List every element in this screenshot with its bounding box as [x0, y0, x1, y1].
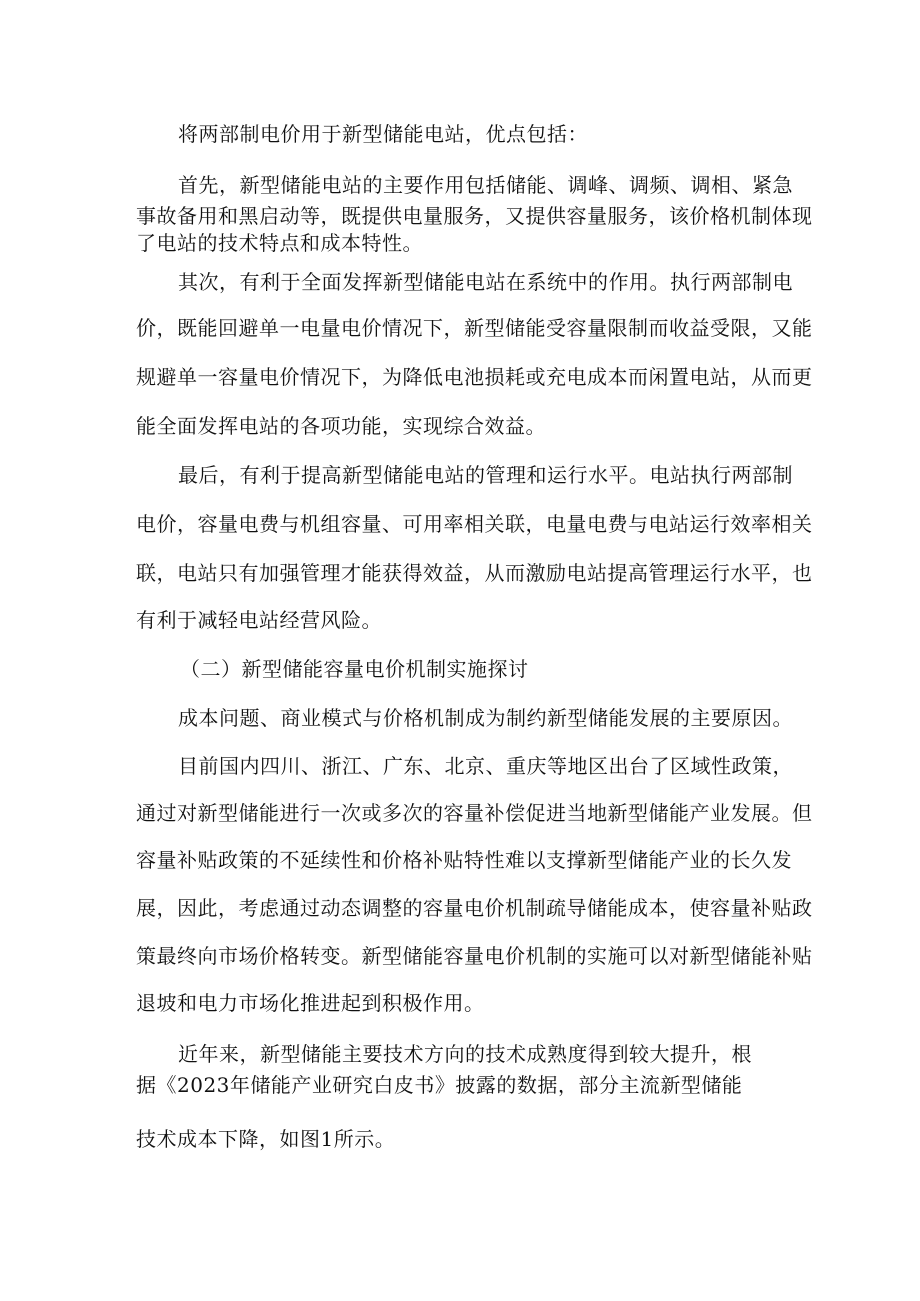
para-fifth-line-6: 退坡和电力市场化推进起到积极作用。 [136, 991, 485, 1015]
para-third-line-3: 联，电站只有加强管理才能获得效益，从而激励电站提高管理运行水平，也 [136, 561, 813, 585]
para-fifth-line-5: 策最终向市场价格转变。新型储能容量电价机制的实施可以对新型储能补贴 [136, 944, 813, 968]
para-sixth-line-2: 据《2023年储能产业研究白皮书》披露的数据，部分主流新型储能 [136, 1073, 743, 1097]
para-sixth-line-3: 技术成本下降，如图1所示。 [136, 1127, 396, 1151]
para-fourth-line-1: 成本问题、商业模式与价格机制成为制约新型储能发展的主要原因。 [178, 706, 793, 730]
para-second-line-2: 价，既能回避单一电量电价情况下，新型储能受容量限制而收益受限，又能 [136, 316, 813, 340]
para-second-line-4: 能全面发挥电站的各项功能，实现综合效益。 [136, 414, 546, 438]
para-fifth-line-4: 展，因此，考虑通过动态调整的容量电价机制疏导储能成本，使容量补贴政 [136, 896, 813, 920]
para-third-line-4: 有利于减轻电站经营风险。 [136, 608, 382, 632]
intro-line: 将两部制电价用于新型储能电站，优点包括： [178, 122, 588, 146]
para-sixth-line-1: 近年来，新型储能主要技术方向的技术成熟度得到较大提升，根 [178, 1042, 752, 1066]
para-second-line-1: 其次，有利于全面发挥新型储能电站在系统中的作用。执行两部制电 [178, 270, 793, 294]
para-fifth-line-2: 通过对新型储能进行一次或多次的容量补偿促进当地新型储能产业发展。但 [136, 801, 813, 825]
section-heading: （二）新型储能容量电价机制实施探讨 [180, 657, 529, 681]
para-fifth-line-1: 目前国内四川、浙江、广东、北京、重庆等地区出台了区域性政策， [178, 754, 793, 778]
para-second-line-3: 规避单一容量电价情况下，为降低电池损耗或充电成本而闲置电站，从而更 [136, 365, 813, 389]
para-third-line-2: 电价，容量电费与机组容量、可用率相关联，电量电费与电站运行效率相关 [136, 512, 813, 536]
para-first-line-2: 事故备用和黑启动等，既提供电量服务，又提供容量服务，该价格机制体现 [136, 204, 813, 228]
para-first-line-1: 首先，新型储能电站的主要作用包括储能、调峰、调频、调相、紧急 [178, 173, 793, 197]
para-third-line-1: 最后，有利于提高新型储能电站的管理和运行水平。电站执行两部制 [178, 463, 793, 487]
para-fifth-line-3: 容量补贴政策的不延续性和价格补贴特性难以支撑新型储能产业的长久发 [136, 848, 792, 872]
para-first-line-3: 了电站的技术特点和成本特性。 [136, 231, 423, 255]
